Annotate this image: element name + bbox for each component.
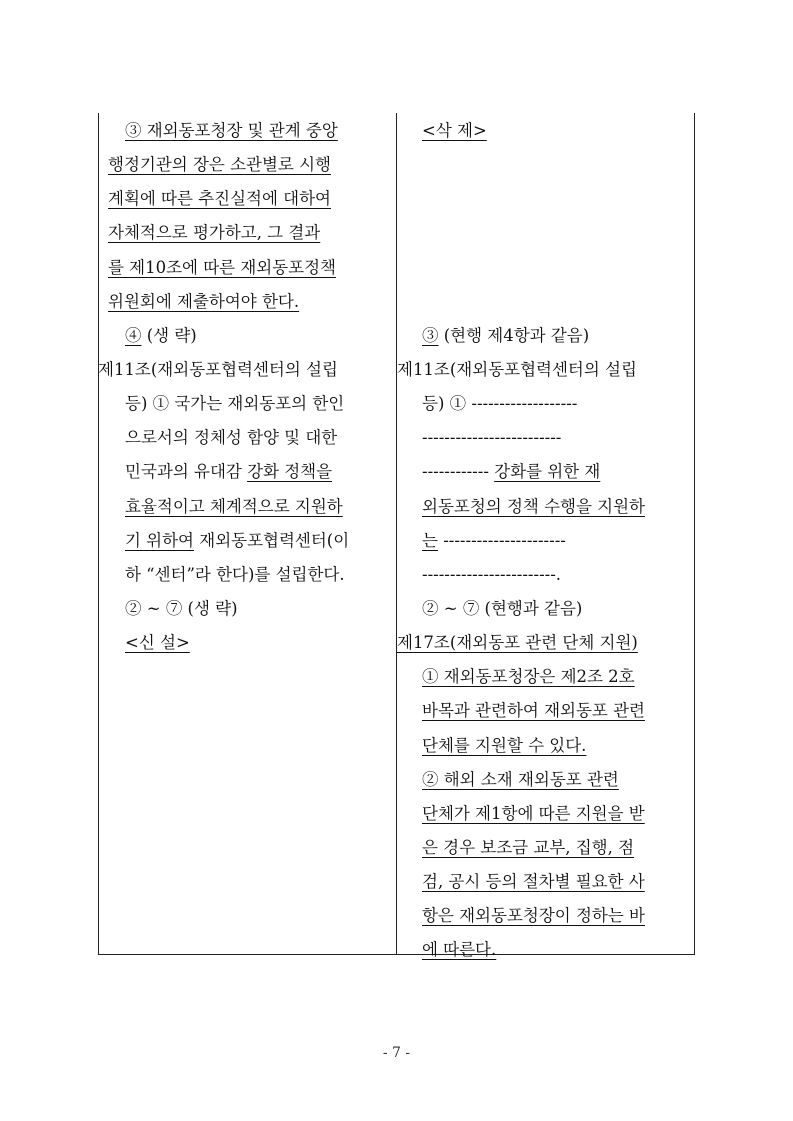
left-art11-text: 재외동포협력센터(이 bbox=[194, 530, 350, 550]
right-art17-line: 바목과 관련하여 재외동포 관련 bbox=[422, 701, 645, 721]
right-art17-line: 항은 재외동포청장이 정하는 바 bbox=[422, 906, 645, 926]
left-para3-line: ③ 재외동포청장 및 관계 중앙 bbox=[125, 121, 338, 140]
right-art17-line: 검, 공시 등의 절차별 필요한 사 bbox=[422, 872, 645, 892]
right-art17-line: 에 따른다. bbox=[422, 940, 497, 960]
left-art11-line: 하 “센터”라 한다)를 설립한다. bbox=[125, 564, 345, 584]
right-art11-changed-text: 강화를 위한 재 bbox=[494, 462, 601, 482]
right-item3-number: ③ bbox=[422, 325, 439, 345]
left-art11-line bbox=[108, 457, 390, 491]
left-item4-text: (생 략) bbox=[141, 325, 197, 345]
left-art11-line: 등) ① 국가는 재외동포의 한인 bbox=[125, 394, 345, 414]
right-art11-line bbox=[405, 457, 688, 491]
right-art11-text: ------------ bbox=[422, 462, 495, 482]
right-item3-text: (현행 제4항과 같음) bbox=[438, 325, 590, 345]
right-art11-line bbox=[405, 526, 688, 560]
right-art11-line: 외동포청의 정책 수행을 지원하 bbox=[422, 496, 645, 516]
page-number: - 7 - bbox=[382, 1045, 411, 1061]
right-art11-line: 등) ① ------------------- bbox=[422, 394, 578, 414]
left-para3-line: 행정기관의 장은 소관별로 시행 bbox=[108, 155, 331, 175]
left-item2-7: ② ~ ⑦ (생 략) bbox=[125, 598, 238, 618]
left-art11-line: 제11조(재외동포협력센터의 설립 bbox=[98, 359, 338, 379]
right-art11-text: ---------------------- bbox=[437, 530, 566, 550]
left-art11-line bbox=[108, 526, 390, 560]
current-law-column bbox=[98, 116, 390, 662]
left-item4 bbox=[108, 321, 390, 355]
right-art17-line: ① 재외동포청장은 제2조 2호 bbox=[422, 667, 635, 687]
left-new-label: <신 설> bbox=[125, 633, 190, 653]
right-art17-line: 은 경우 보조금 교부, 집행, 점 bbox=[422, 837, 635, 857]
left-art11-text: 민국과의 유대감 bbox=[125, 462, 248, 482]
right-art11-line: 제11조(재외동포협력센터의 설립 bbox=[397, 359, 637, 379]
right-item2-7: ② ~ ⑦ (현행과 같음) bbox=[422, 598, 583, 618]
column-divider bbox=[396, 113, 397, 955]
left-para3-line: 계획에 따른 추진실적에 대하여 bbox=[108, 189, 331, 209]
left-para3-line: 위원회에 제출하여야 한다. bbox=[108, 291, 300, 311]
left-para3-line: 자체적으로 평가하고, 그 결과 bbox=[108, 223, 321, 243]
right-art17-line: 제17조(재외동포 관련 단체 지원) bbox=[397, 633, 638, 653]
right-deleted-label: <삭 제> bbox=[422, 121, 487, 140]
right-art17-line: 단체가 제1항에 따른 지원을 받 bbox=[422, 803, 645, 823]
left-item4-number: ④ bbox=[125, 325, 142, 345]
right-art17-line: 단체를 지원할 수 있다. bbox=[422, 735, 587, 755]
left-art11-changed-text: 기 위하여 bbox=[125, 530, 195, 550]
right-art11-line: ------------------------- bbox=[422, 428, 562, 448]
right-art11-changed-text: 는 bbox=[422, 530, 438, 550]
left-para3-line: 를 제10조에 따른 재외동포정책 bbox=[108, 257, 336, 277]
left-art11-changed-text: 강화 정책을 bbox=[247, 462, 333, 482]
right-art17-line: ② 해외 소재 재외동포 관련 bbox=[422, 769, 619, 789]
amendment-column bbox=[397, 116, 688, 970]
left-art11-line: 으로서의 정체성 함양 및 대한 bbox=[125, 428, 338, 448]
right-item3 bbox=[405, 321, 688, 355]
right-art11-line: ------------------------. bbox=[422, 564, 562, 584]
left-art11-line: 효율적이고 체계적으로 지원하 bbox=[125, 496, 343, 516]
